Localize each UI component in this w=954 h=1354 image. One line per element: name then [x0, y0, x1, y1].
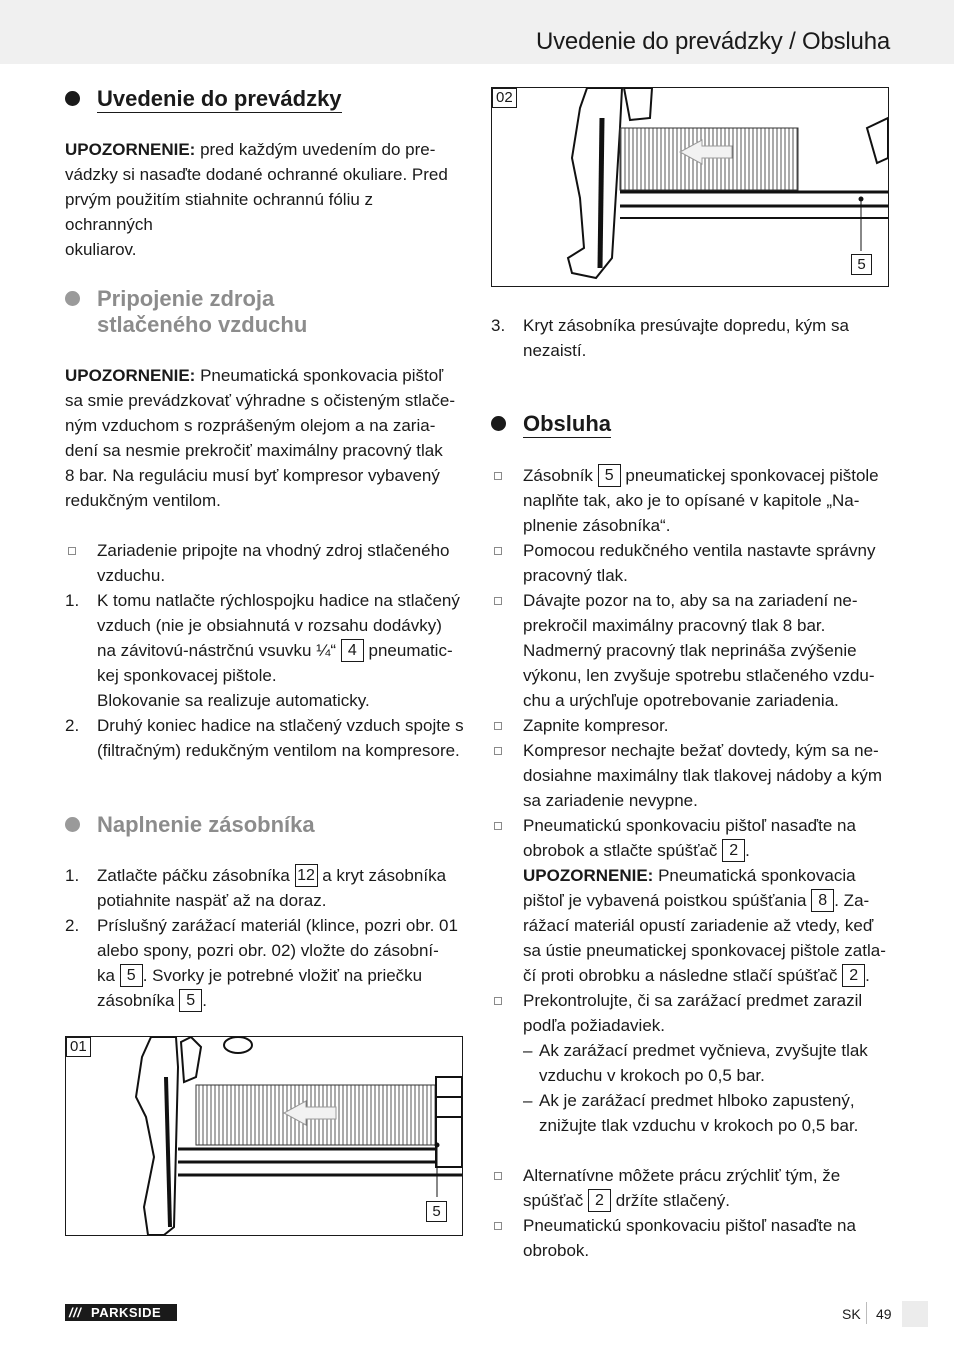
footer-corner-box	[902, 1301, 928, 1327]
section-bullet-icon	[65, 817, 80, 832]
figure-label: 01	[66, 1037, 91, 1057]
checkbox-square-icon	[494, 722, 502, 730]
page-header-title: Uvedenie do prevádzky / Obsluha	[535, 28, 890, 55]
list-item: 1. K tomu natlačte rýchlospojku hadice na stlačený vzduch (nie je obsiahnutá v rozsahu dodávky) na závitovú-nástrčnú vsuvku ¼“ 4 pneumatic- kej sponkovacej pištole. Blokovanie sa realizuje automaticky.	[65, 591, 460, 710]
section-bullet-icon	[491, 416, 506, 431]
page-number: 49	[876, 1306, 892, 1322]
figure-01	[65, 1036, 463, 1236]
stapler-magazine-illustration	[66, 1037, 462, 1235]
checkbox-square-icon	[494, 822, 502, 830]
checkbox-square-icon	[494, 597, 502, 605]
ref-box: 5	[598, 464, 621, 487]
ref-box: 4	[341, 639, 364, 662]
checkbox-square-icon	[494, 472, 502, 480]
section-title-obsluha: Obsluha	[523, 411, 611, 437]
figure-callout: 5	[851, 254, 872, 275]
checkbox-square-icon	[494, 1222, 502, 1230]
figure-02	[491, 87, 889, 287]
list-item: Zásobník 5 pneumatickej sponkovacej pištole naplňte tak, ako je to opísané v kapitole „Na- plnenie zásobníka“.	[491, 463, 891, 538]
dash-item: – Ak je zarážací predmet hlboko zapustený, znižujte tlak vzduchu v krokoch po 0,5 bar.	[523, 1091, 859, 1135]
ref-box: 2	[722, 839, 745, 862]
list-item: Zapnite kompresor.	[491, 713, 891, 738]
stapler-magazine-illustration	[492, 88, 888, 286]
list-item: 2. Druhý koniec hadice na stlačený vzduch spojte s (filtračným) redukčným ventilom na kompresore.	[65, 716, 464, 760]
ref-box: 8	[811, 889, 834, 912]
list-item: Pomocou redukčného ventila nastavte správny pracovný tlak.	[491, 538, 891, 588]
list-item: Zariadenie pripojte na vhodný zdroj stlačeného vzduchu.	[65, 538, 465, 588]
checkbox-square-icon	[494, 547, 502, 555]
checkbox-square-icon	[68, 547, 76, 555]
note-pripojenie: UPOZORNENIE: Pneumatická sponkovacia pištoľ sa smie prevádzkovať výhradne s očisteným stlače- ným vzduchom s rozprášeným olejom a na zaria- dení sa nesmie prekročiť maximálny pracovný tlak 8 bar. Na reguláciu musí byť kompresor vybavený redukčným ventilom.	[65, 366, 455, 510]
ref-box: 12	[295, 864, 318, 887]
step-3	[491, 313, 891, 363]
list-item: Pneumatickú sponkovaciu pištoľ nasaďte na obrobok a stlačte spúšťač 2 . UPOZORNENIE: Pneumatická sponkovacia pištoľ je vybavená poistkou spúšťania 8 . Za- rážací materiál opustí zariadenie až vtedy, keď sa ústie pneumatickej sponkovacej pištole zatla- čí proti obrobku a následne stlačí spúšťač 2 .	[491, 813, 891, 988]
section-bullet-icon	[65, 291, 80, 306]
list-obsluha	[491, 463, 891, 1263]
list-item: 2. Príslušný zarážací materiál (klince, pozri obr. 01 alebo spony, pozri obr. 02) vložte do zásobní- ka 5 . Svorky je potrebné vložiť na priečku zásobníka 5 .	[65, 916, 458, 1010]
list-pripojenie	[65, 538, 465, 763]
list-naplnenie	[65, 863, 465, 1013]
footer-divider	[866, 1302, 867, 1324]
dash-item: – Ak zarážací predmet vyčnieva, zvyšujte tlak vzduchu v krokoch po 0,5 bar.	[523, 1041, 868, 1085]
list-item: Alternatívne môžete prácu zrýchliť tým, že spúšťač 2 držíte stlačený.	[491, 1163, 891, 1213]
checkbox-square-icon	[494, 997, 502, 1005]
figure-callout: 5	[426, 1201, 447, 1222]
ref-box: 5	[179, 989, 202, 1012]
list-item: Kompresor nechajte bežať dovtedy, kým sa ne- dosiahne maximálny tlak tlakovej nádoby a kým sa zariadenie nevypne.	[491, 738, 891, 813]
ref-box: 2	[842, 964, 865, 987]
section-title-uvedenie: Uvedenie do prevádzky	[97, 86, 342, 112]
section-title-pripojenie: Pripojenie zdroja stlačeného vzduchu	[97, 286, 307, 338]
list-item: Dávajte pozor na to, aby sa na zariadení ne- prekročil maximálny pracovný tlak 8 bar. Nadmerný pracovný tlak neprináša zvýšenie výkonu, len zvyšuje spotrebu stlačeného vzdu- chu a urýchľuje opotrebovanie zariadenia.	[491, 588, 891, 713]
list-item: Pneumatickú sponkovaciu pištoľ nasaďte na obrobok.	[491, 1213, 891, 1263]
list-item: 3. Kryt zásobníka presúvajte dopredu, kým sa nezaistí.	[491, 316, 849, 360]
checkbox-square-icon	[494, 747, 502, 755]
figure-label: 02	[492, 88, 517, 108]
list-item: 1. Zatlačte páčku zásobníka 12 a kryt zásobníka potiahnite naspäť až na doraz.	[65, 866, 447, 910]
checkbox-square-icon	[494, 1172, 502, 1180]
footer-language: SK	[842, 1306, 861, 1322]
section-bullet-icon	[65, 91, 80, 106]
parkside-logo: /// PARKSIDE	[65, 1304, 177, 1321]
ref-box: 2	[588, 1189, 611, 1212]
note-uvedenie: UPOZORNENIE: pred každým uvedením do pre- vádzky si nasaďte dodané ochranné okuliare. Pred prvým použitím stiahnite ochrannú fóliu z ochranných okuliarov.	[65, 140, 448, 259]
ref-box: 5	[120, 964, 143, 987]
list-item: Prekontrolujte, či sa zarážací predmet zarazil podľa požiadaviek. – Ak zarážací predmet vyčnieva, zvyšujte tlak vzduchu v krokoch po 0,5 bar. – Ak je zarážací predmet hlboko zapustený, znižujte tlak vzduchu v krokoch po 0,5 bar.	[491, 988, 891, 1138]
section-title-naplnenie: Naplnenie zásobníka	[97, 812, 315, 838]
